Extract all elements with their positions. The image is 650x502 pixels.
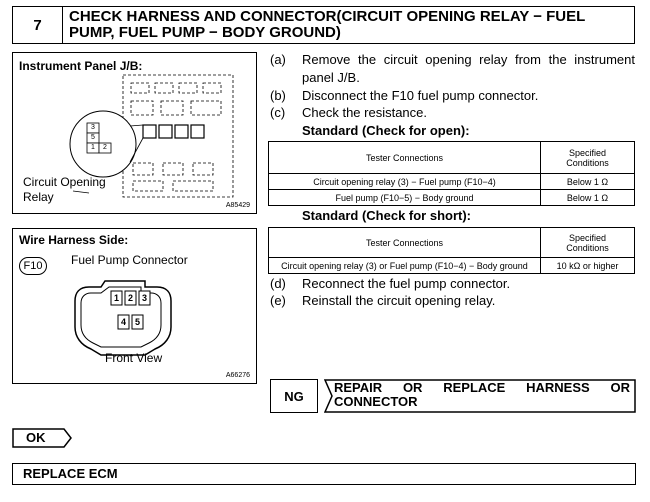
step-text: Check the resistance. xyxy=(302,105,428,120)
step-header xyxy=(12,6,635,44)
step-text: Reconnect the fuel pump connector. xyxy=(302,276,511,291)
step-label: (d) xyxy=(270,276,286,291)
standard-open-heading: Standard (Check for open): xyxy=(302,123,470,138)
connector-code-badge: F10 xyxy=(19,257,47,275)
connector-pin-label: 4 xyxy=(120,317,126,327)
connector-name: Fuel Pump Connector xyxy=(71,253,188,267)
relay-pin-label: 3 xyxy=(91,124,95,131)
table-cell: Below 1 Ω xyxy=(541,190,635,206)
table-cell: 10 kΩ or higher xyxy=(541,258,635,274)
column-header xyxy=(541,142,635,174)
connector-pin-label: 1 xyxy=(113,293,119,303)
column-header-line: Conditions xyxy=(566,157,609,168)
table-header-row xyxy=(269,228,635,258)
connector-pin-label: 3 xyxy=(141,293,147,303)
step-label: (e) xyxy=(270,293,286,308)
ok-tag xyxy=(12,428,72,448)
figure-caption: Instrument Panel J/B: xyxy=(19,59,143,73)
table-cell: Below 1 Ω xyxy=(541,174,635,190)
step-number: 7 xyxy=(13,7,63,43)
instruction-step xyxy=(270,293,635,309)
figure-caption: Wire Harness Side: xyxy=(19,233,129,247)
table-header-row xyxy=(269,142,635,174)
connector-pin-label: 2 xyxy=(127,293,133,303)
table-row xyxy=(269,190,635,206)
ok-action-box: REPLACE ECM xyxy=(12,463,636,485)
table-row xyxy=(269,258,635,274)
instrument-panel-figure xyxy=(12,52,257,214)
relay-label: Relay xyxy=(23,190,54,204)
instruction-step xyxy=(270,52,635,68)
wire-harness-figure xyxy=(12,228,257,384)
table-cell: Circuit opening relay (3) − Fuel pump (F10−4) xyxy=(269,174,541,190)
connector-pin-label: 5 xyxy=(134,317,140,327)
step-title: CHECK HARNESS AND CONNECTOR(CIRCUIT OPENING RELAY − FUEL PUMP, FUEL PUMP − BODY GROUND) xyxy=(69,8,586,41)
step-text: Reinstall the circuit opening relay. xyxy=(302,293,496,308)
standard-short-table xyxy=(268,227,635,274)
view-label: Front View xyxy=(105,351,163,365)
step-label: (a) xyxy=(270,52,286,67)
column-header-line: Specified xyxy=(568,147,607,158)
column-header: Tester Connections xyxy=(269,228,541,258)
ng-tag: NG xyxy=(270,379,318,413)
relay-pin-label: 2 xyxy=(103,144,107,151)
step-text: Disconnect the F10 fuel pump connector. xyxy=(302,88,539,103)
standard-open-table xyxy=(268,141,635,206)
column-header-line: Specified xyxy=(568,232,607,243)
instruction-step xyxy=(270,70,635,86)
figure-id: A85429 xyxy=(225,202,250,209)
column-header xyxy=(541,228,635,258)
relay-label: Circuit Opening xyxy=(23,175,106,189)
column-header-line: Conditions xyxy=(566,242,609,253)
ng-action-text: CONNECTOR xyxy=(334,394,418,409)
relay-pin-label: 1 xyxy=(91,144,95,151)
table-cell: Circuit opening relay (3) or Fuel pump (F10−4) − Body ground xyxy=(269,258,541,274)
table-row xyxy=(269,174,635,190)
step-text: Remove the circuit opening relay from the instrument xyxy=(302,52,635,67)
step-label: (b) xyxy=(270,88,286,103)
relay-pin-label: 5 xyxy=(91,134,95,141)
column-header: Tester Connections xyxy=(269,142,541,174)
instruction-step xyxy=(270,276,635,292)
ng-action-box xyxy=(324,379,636,413)
step-label: (c) xyxy=(270,105,286,120)
step-text: panel J/B. xyxy=(302,70,360,85)
ok-label: OK xyxy=(26,430,46,445)
ng-action-text: REPAIR OR REPLACE HARNESS OR xyxy=(334,380,630,395)
figure-id: A66276 xyxy=(225,372,250,379)
table-cell: Fuel pump (F10−5) − Body ground xyxy=(269,190,541,206)
instruction-step xyxy=(270,105,635,121)
standard-short-heading: Standard (Check for short): xyxy=(302,208,472,223)
instruction-step xyxy=(270,88,635,104)
